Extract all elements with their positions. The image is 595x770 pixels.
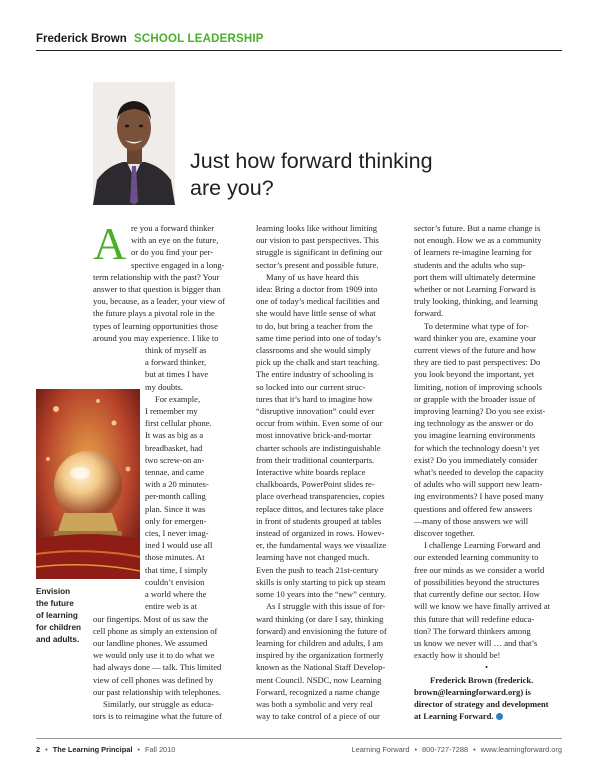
text-line: of learners re-imagine learning for (414, 247, 532, 258)
text-line: forward. (414, 308, 444, 319)
author-bio-line (414, 710, 559, 722)
text-line: of possibilities beyond the structures (414, 576, 540, 587)
footer-rule (36, 738, 562, 739)
footer-phone: 800-727-7288 (422, 745, 469, 754)
text-line: this future that will redefine educa- (414, 613, 535, 624)
text-line: sector’s present and possible future. (256, 259, 379, 270)
text-line: struggle is significant in defining our (256, 247, 383, 258)
text-line: couldn’t envision (145, 576, 205, 587)
text-line: in front of students grouped at tables (256, 515, 382, 526)
text-line: ing environments? I have posed many (414, 491, 544, 502)
text-line: answer to that question is bigger than (93, 284, 221, 295)
text-line: questions and offered few answers (414, 503, 533, 514)
text-line: ward thinking (or dare I say, thinking (256, 613, 384, 624)
headline-line: Just how forward thinking (190, 149, 433, 173)
text-line: charter schools are indistinguishable (256, 442, 381, 453)
text-line: our extended learning community to (414, 552, 539, 563)
text-line: some 10 years into the “new” century. (256, 589, 387, 600)
text-line: As I struggle with this issue of for- (266, 601, 386, 612)
footer-org: Learning Forward (351, 745, 410, 754)
text-line: free our minds as we consider a world (414, 564, 545, 575)
footer-website: www.learningforward.org (480, 745, 562, 754)
text-line: we would only use it to do what we (93, 650, 215, 661)
text-line: Forward, recognized a name change (256, 686, 380, 697)
text-line: place overhead transparencies, copies (256, 491, 385, 502)
text-line: was both a symbolic and very real (256, 698, 373, 709)
text-line: term relationship with the past? Your (93, 271, 220, 282)
caption-line: Envision (36, 587, 71, 596)
text-line: two screw-on an- (145, 454, 205, 465)
body-column-3 (414, 222, 559, 722)
text-line: Interactive white boards replace (256, 467, 366, 478)
text-line: first cellular phone. (145, 418, 212, 429)
text-line: re you a forward thinker (131, 223, 215, 233)
text-line: truly looking, thinking, and learning (414, 296, 538, 307)
text-line: that time, I simply (145, 564, 208, 575)
body-column-1 (93, 218, 241, 722)
text-line: discover together. (414, 528, 475, 539)
footer-left: 2 • The Learning Principal • Fall 2010 (36, 745, 176, 754)
text-line: think of myself as (145, 345, 207, 356)
text-line: our past relationship with telephones. (93, 686, 221, 697)
text-line: our vision to past perspectives. This (256, 235, 379, 246)
text-line: to do, but bring a teacher from the (256, 320, 373, 331)
text-line: learning for children and adults, I am (256, 637, 383, 648)
text-line: limiting, notion of improving schools (414, 381, 542, 392)
text-line: our fingertips. Most of us saw the (93, 613, 209, 624)
drop-cap: A (93, 218, 127, 269)
text-line: not enough. How we as a community (414, 235, 542, 246)
text-line: replace dittos, and lectures take place (256, 503, 384, 514)
text-line: us know we never will … and that’s (414, 637, 538, 648)
text-line: learning looks like without limiting (256, 223, 378, 233)
caption-line: the future (36, 599, 74, 608)
text-line: forward) and envisioning the future of (256, 625, 387, 636)
header-rule (36, 50, 562, 51)
text-line: she would have little sense of what (256, 308, 376, 319)
text-line: breadbasket, had (145, 442, 203, 453)
author-portrait-photo (93, 82, 175, 205)
author-bio-text: at Learning Forward. (414, 711, 494, 722)
text-line: tion? The forward thinkers among (414, 625, 531, 636)
text-line: For example, (155, 393, 201, 404)
text-line: what’s needed to develop the capacity (414, 467, 544, 478)
issue-date: Fall 2010 (144, 745, 176, 754)
author-bio-line: director of strategy and development (414, 698, 549, 709)
text-line: one of today’s medical facilities and (256, 296, 380, 307)
text-line: known as the National Staff Develop- (256, 662, 386, 673)
text-line: the future plays a pivotal role in the (93, 308, 215, 319)
end-mark-icon (496, 713, 503, 720)
text-line: instead of organized in rows. Howev- (256, 528, 385, 539)
text-line: entire web is at (145, 601, 197, 612)
text-line: way to take control of a piece of our (256, 711, 380, 722)
text-line: cies, I never imag- (145, 528, 209, 539)
text-line: Even the push to teach 21st-century (256, 564, 379, 575)
text-line: types of learning opportunities those (93, 320, 218, 331)
text-line: cell phone as simply an extension of (93, 625, 218, 636)
text-line: pick up the chalk and start teaching. (256, 357, 380, 368)
running-header (36, 33, 264, 45)
text-line: tures that it’s hard to imagine how (256, 393, 373, 404)
text-line: per-month calling (145, 491, 206, 502)
text-line: but at times I have (145, 369, 209, 380)
text-line: from their traditional counterparts. (256, 454, 375, 465)
text-line: To determine what type of for- (424, 320, 529, 331)
text-line: those minutes. At (145, 552, 205, 563)
caption-line: for children (36, 623, 82, 632)
text-line: improving learning? Do you see exist- (414, 406, 546, 417)
text-line: I remember my (145, 406, 198, 417)
text-line: current views of the future and how (414, 345, 536, 356)
text-line: chalkboards, PowerPoint slides re- (256, 479, 375, 490)
author-bio-line: brown@learningforward.org) is (414, 686, 531, 697)
text-line: It was as big as a (145, 430, 204, 441)
article-headline (190, 148, 550, 202)
section-bullet: • (485, 662, 488, 673)
text-line: view of cell phones was defined by (93, 674, 214, 685)
text-line: ing technology as the answer or do (414, 418, 534, 429)
text-line: with a 20 minutes- (145, 479, 209, 490)
photo-caption (36, 586, 92, 646)
footer-right: Learning Forward • 800-727-7288 • www.learningforward.org (351, 745, 562, 754)
text-line: er, the fundamental ways we visualize (256, 540, 387, 551)
text-line: you imagine learning environments (414, 430, 536, 441)
text-line: for which the technology doesn’t yet (414, 442, 540, 453)
publication-name: The Learning Principal (52, 745, 133, 754)
text-line: my doubts. (145, 381, 183, 392)
text-line: ment Council. NSDC, now Learning (256, 674, 382, 685)
text-line: a world where the (145, 589, 207, 600)
author-bio-line: Frederick Brown (frederick. (430, 674, 534, 685)
text-line: or do you find your per- (131, 247, 214, 258)
text-line: occur from within. Even some of our (256, 418, 383, 429)
text-line: tors is to reimagine what the future of (93, 711, 222, 722)
text-line: students and the adults who sup- (414, 259, 526, 270)
text-line: with an eye on the future, (131, 235, 219, 246)
text-line: around you may experience. I like to (93, 332, 219, 343)
text-line: that currently define our sector. How (414, 589, 540, 600)
text-line: classrooms and she would simply (256, 345, 371, 356)
text-line: they are tied to past perspectives: Do (414, 357, 541, 368)
text-line: or grapple with the broader issue of (414, 393, 536, 404)
text-line: port them will ultimately determine (414, 271, 536, 282)
caption-line: of learning (36, 611, 78, 620)
body-column-2 (256, 222, 401, 722)
text-line: whether or not Learning Forward is (414, 284, 536, 295)
text-line: a forward thinker, (145, 357, 207, 368)
text-line: you, because, as a leader, your view of (93, 296, 226, 307)
text-line: our landline phones. We assumed (93, 637, 208, 648)
headline-line: are you? (190, 176, 274, 200)
text-line: —many of those answers we will (414, 515, 529, 526)
text-line: had always done — talk. This limited (93, 662, 222, 673)
page-number: 2 (36, 745, 41, 754)
text-line: spective engaged in a long- (131, 259, 225, 270)
text-line: exactly how it should be! (414, 650, 501, 661)
text-line: Similarly, our struggle as educa- (103, 698, 214, 709)
text-line: will we know we have finally arrived at (414, 601, 550, 612)
text-line: learning have not changed much. (256, 552, 370, 563)
text-line: you look beyond the important, yet (414, 369, 535, 380)
text-line: only for emergen- (145, 515, 207, 526)
text-line: I challenge Learning Forward and (424, 540, 541, 551)
caption-line: and adults. (36, 635, 80, 644)
text-line: skills is only starting to pick up steam (256, 576, 386, 587)
text-line: Many of us have heard this (266, 271, 359, 282)
text-line: so locked into our current struc- (256, 381, 366, 392)
text-line: idea: Bring a doctor from 1909 into (256, 284, 378, 295)
text-line: inspired by the organization formerly (256, 650, 384, 661)
text-line: tennae, and came (145, 467, 205, 478)
text-line: ined I would use all (145, 540, 213, 551)
text-line: sector’s future. But a name change is (414, 223, 541, 233)
text-line: most innovative brick-and-mortar (256, 430, 372, 441)
header-section: SCHOOL LEADERSHIP (133, 33, 264, 45)
text-line: of adults who will support new learn- (414, 479, 543, 490)
text-line: The entire industry of schooling is (256, 369, 374, 380)
text-line: plan. Since it was (145, 503, 206, 514)
text-line: same time period into one of today’s (256, 332, 381, 343)
text-line: ward thinker you are, examine your (414, 332, 536, 343)
header-author: Frederick Brown (36, 33, 127, 45)
text-line: exist? Do you immediately consider (414, 454, 538, 465)
text-line: “disruptive innovation” could ever (256, 406, 375, 417)
